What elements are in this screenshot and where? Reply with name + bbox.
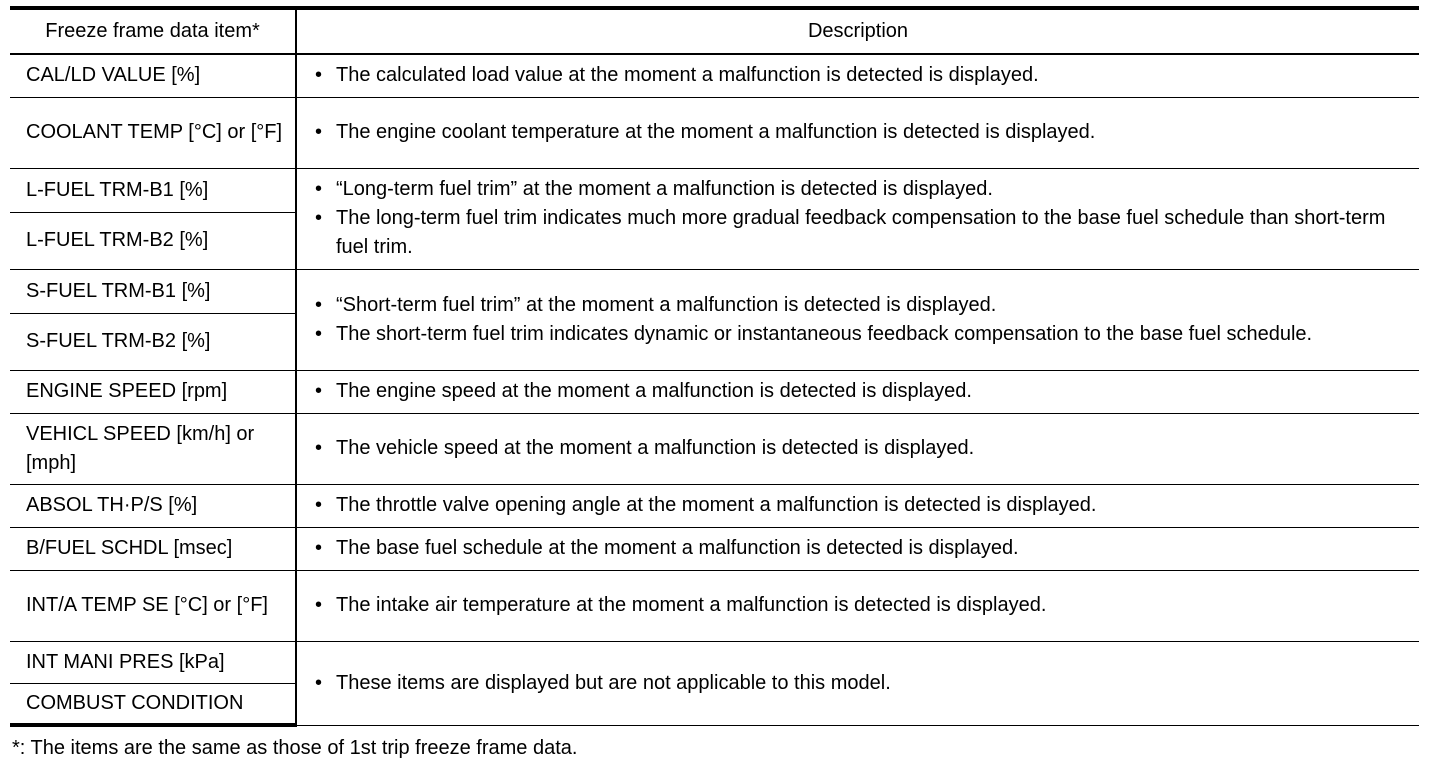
- item-cell: S-FUEL TRM-B1 [%]: [10, 269, 296, 313]
- description-bullet: • The engine coolant temperature at the moment a malfunction is detected is displayed.: [313, 118, 1419, 147]
- table-header-row: [10, 8, 1419, 54]
- description-bullet: • “Long-term fuel trim” at the moment a malfunction is detected is displayed.: [313, 175, 1419, 204]
- header-description: Description: [296, 8, 1419, 54]
- description-bullet: • The vehicle speed at the moment a malfunction is detected is displayed.: [313, 434, 1419, 463]
- freeze-frame-table: [10, 6, 1419, 727]
- description-bullet: • The short-term fuel trim indicates dynamic or instantaneous feedback compensation to the base fuel schedule.: [313, 320, 1419, 349]
- table-row: [10, 641, 1419, 683]
- table-row: [10, 168, 1419, 212]
- header-item: Freeze frame data item*: [10, 8, 296, 54]
- item-cell: B/FUEL SCHDL [msec]: [10, 527, 296, 570]
- description-cell: [296, 370, 1419, 413]
- description-bullet: • The engine speed at the moment a malfunction is detected is displayed.: [313, 377, 1419, 406]
- description-cell: [296, 269, 1419, 370]
- description-bullet: • “Short-term fuel trim” at the moment a malfunction is detected is displayed.: [313, 291, 1419, 320]
- item-cell: ENGINE SPEED [rpm]: [10, 370, 296, 413]
- table-row: [10, 269, 1419, 313]
- description-cell: [296, 527, 1419, 570]
- description-cell: [296, 484, 1419, 527]
- description-cell: [296, 413, 1419, 484]
- item-cell: ABSOL TH·P/S [%]: [10, 484, 296, 527]
- description-cell: [296, 641, 1419, 725]
- description-cell: [296, 97, 1419, 168]
- description-bullet: • The calculated load value at the moment a malfunction is detected is displayed.: [313, 61, 1419, 90]
- table-row: [10, 97, 1419, 168]
- description-bullet: • The throttle valve opening angle at the moment a malfunction is detected is displayed.: [313, 491, 1419, 520]
- item-cell: INT MANI PRES [kPa]: [10, 641, 296, 683]
- description-bullet: • The base fuel schedule at the moment a malfunction is detected is displayed.: [313, 534, 1419, 563]
- item-cell: S-FUEL TRM-B2 [%]: [10, 313, 296, 370]
- table-row: [10, 54, 1419, 97]
- description-cell: [296, 570, 1419, 641]
- table-row: [10, 413, 1419, 484]
- description-bullet: • These items are displayed but are not applicable to this model.: [313, 669, 1419, 698]
- description-cell: [296, 54, 1419, 97]
- description-cell: [296, 168, 1419, 269]
- table-row: [10, 570, 1419, 641]
- item-cell: L-FUEL TRM-B1 [%]: [10, 168, 296, 212]
- item-cell: L-FUEL TRM-B2 [%]: [10, 212, 296, 269]
- description-bullet: • The intake air temperature at the moment a malfunction is detected is displayed.: [313, 591, 1419, 620]
- item-cell: VEHICL SPEED [km/h] or [mph]: [10, 413, 296, 484]
- description-bullet: • The long-term fuel trim indicates much more gradual feedback compensation to the base fuel schedule than short-term fuel trim.: [313, 204, 1419, 262]
- item-cell: CAL/LD VALUE [%]: [10, 54, 296, 97]
- table-row: [10, 484, 1419, 527]
- item-cell: INT/A TEMP SE [°C] or [°F]: [10, 570, 296, 641]
- table-row: [10, 527, 1419, 570]
- footnote: *: The items are the same as those of 1st trip freeze frame data.: [12, 737, 578, 759]
- table-row: [10, 370, 1419, 413]
- item-cell: COMBUST CONDITION: [10, 683, 296, 725]
- item-cell: COOLANT TEMP [°C] or [°F]: [10, 97, 296, 168]
